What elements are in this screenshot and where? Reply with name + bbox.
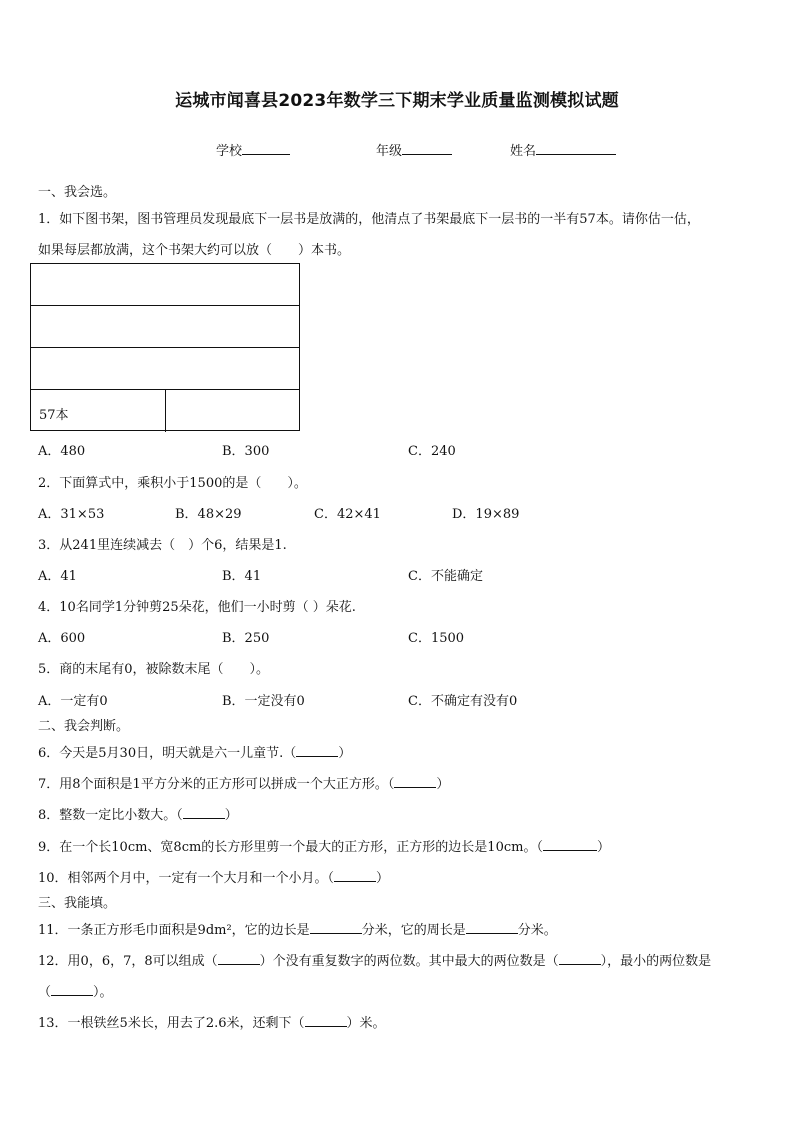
q9-text: 9．在一个长10cm、宽8cm的长方形里剪一个最大的正方形，正方形的边长是10cm。（ (38, 840, 543, 855)
q12-row (38, 950, 711, 969)
q9-answer-blank[interactable] (543, 837, 597, 851)
q7-text: 7．用8个面积是1平方分米的正方形可以拼成一个大正方形。（ (38, 777, 395, 792)
q12-min-blank[interactable] (51, 982, 93, 996)
q1-option-b[interactable]: B．300 (222, 444, 270, 459)
q13-row (38, 1012, 386, 1031)
q8-close: ） (224, 808, 238, 823)
q9-row (38, 836, 610, 855)
q12-text-c: ），最小的两位数是 (600, 954, 712, 969)
shelf-center-divider (165, 390, 166, 432)
grade-label: 年级 (376, 144, 403, 159)
q6-text: 6．今天是5月30日，明天就是六一儿童节.（ (38, 746, 297, 761)
q2-option-a[interactable]: A．31×53 (38, 507, 105, 522)
q12-text-a: 12．用0，6，7，8可以组成（ (38, 954, 218, 969)
q11-perimeter-blank[interactable] (466, 920, 518, 934)
q8-row (38, 804, 238, 823)
q1-line1: 1．如下图书架，图书管理员发现最底下一层书是放满的，他清点了书架最底下一层书的一半有57本。请你估一估， (38, 212, 700, 227)
q1-option-a[interactable]: A．480 (38, 444, 86, 459)
q11-text-a: 11．一条正方形毛巾面积是9dm²，它的边长是 (38, 923, 310, 938)
section-heading-2: 二、我会判断。 (38, 719, 130, 734)
bookshelf-figure (30, 263, 300, 431)
q5-option-b[interactable]: B．一定没有0 (222, 694, 305, 709)
shelf-divider (31, 347, 299, 348)
q12-text-d: （ (38, 985, 52, 1000)
name-field (510, 140, 616, 159)
q8-text: 8．整数一定比小数大。（ (38, 808, 183, 823)
q13-text-a: 13．一根铁丝5米长，用去了2.6米，还剩下（ (38, 1016, 305, 1031)
q2-option-c[interactable]: C．42×41 (314, 507, 381, 522)
q11-side-blank[interactable] (310, 920, 362, 934)
name-blank[interactable] (536, 140, 616, 155)
q7-answer-blank[interactable] (394, 774, 436, 788)
q11-text-b: 分米，它的周长是 (361, 923, 466, 938)
q3-option-a[interactable]: A．41 (38, 569, 77, 584)
q12-count-blank[interactable] (218, 951, 260, 965)
q3-text: 3．从241里连续减去（ ）个6，结果是1. (38, 538, 287, 553)
q1-option-c[interactable]: C．240 (408, 444, 456, 459)
q12-text-e: ）。 (93, 985, 113, 1000)
section-heading-3: 三、我能填。 (38, 896, 117, 911)
q2-option-d[interactable]: D．19×89 (452, 507, 520, 522)
q2-text: 2．下面算式中，乘积小于1500的是（ ）。 (38, 476, 307, 491)
q6-close: ） (338, 746, 352, 761)
grade-field (376, 140, 452, 159)
school-blank[interactable] (242, 140, 290, 155)
q7-row (38, 773, 449, 792)
q2-option-b[interactable]: B．48×29 (175, 507, 242, 522)
q13-text-b: ）米。 (346, 1016, 386, 1031)
q6-answer-blank[interactable] (296, 743, 338, 757)
q4-option-b[interactable]: B．250 (222, 631, 270, 646)
q10-row (38, 867, 389, 886)
school-label: 学校 (216, 144, 243, 159)
q10-answer-blank[interactable] (334, 868, 376, 882)
q5-option-a[interactable]: A．一定有0 (38, 694, 108, 709)
q12-row-2 (38, 981, 113, 1000)
q5-option-c[interactable]: C．不确定有没有0 (408, 694, 518, 709)
q12-text-b: ）个没有重复数字的两位数。其中最大的两位数是（ (259, 954, 559, 969)
name-label: 姓名 (510, 144, 537, 159)
q5-text: 5．商的末尾有0，被除数末尾（ ）。 (38, 662, 270, 677)
q1-line2: 如果每层都放满，这个书架大约可以放（ ）本书。 (38, 243, 351, 258)
school-field (216, 140, 290, 159)
q4-option-c[interactable]: C．1500 (408, 631, 465, 646)
q9-close: ） (596, 840, 610, 855)
q3-option-b[interactable]: B．41 (222, 569, 262, 584)
q4-option-a[interactable]: A．600 (38, 631, 86, 646)
q13-answer-blank[interactable] (305, 1013, 347, 1027)
q3-option-c[interactable]: C．不能确定 (408, 569, 483, 584)
grade-blank[interactable] (402, 140, 452, 155)
q6-row (38, 742, 351, 761)
shelf-divider (31, 305, 299, 306)
q8-answer-blank[interactable] (183, 805, 225, 819)
q4-text: 4．10名同学1分钟剪25朵花，他们一小时剪（ ）朵花. (38, 600, 356, 615)
q10-text: 10．相邻两个月中，一定有一个大月和一个小月。（ (38, 871, 335, 886)
shelf-label: 57本 (39, 408, 69, 423)
q12-max-blank[interactable] (559, 951, 601, 965)
page-title: 运城市闻喜县2023年数学三下期末学业质量监测模拟试题 (175, 91, 619, 111)
q7-close: ） (436, 777, 450, 792)
q11-row (38, 919, 557, 938)
q10-close: ） (376, 871, 390, 886)
q11-text-c: 分米。 (517, 923, 557, 938)
section-heading-1: 一、我会选。 (38, 185, 117, 200)
